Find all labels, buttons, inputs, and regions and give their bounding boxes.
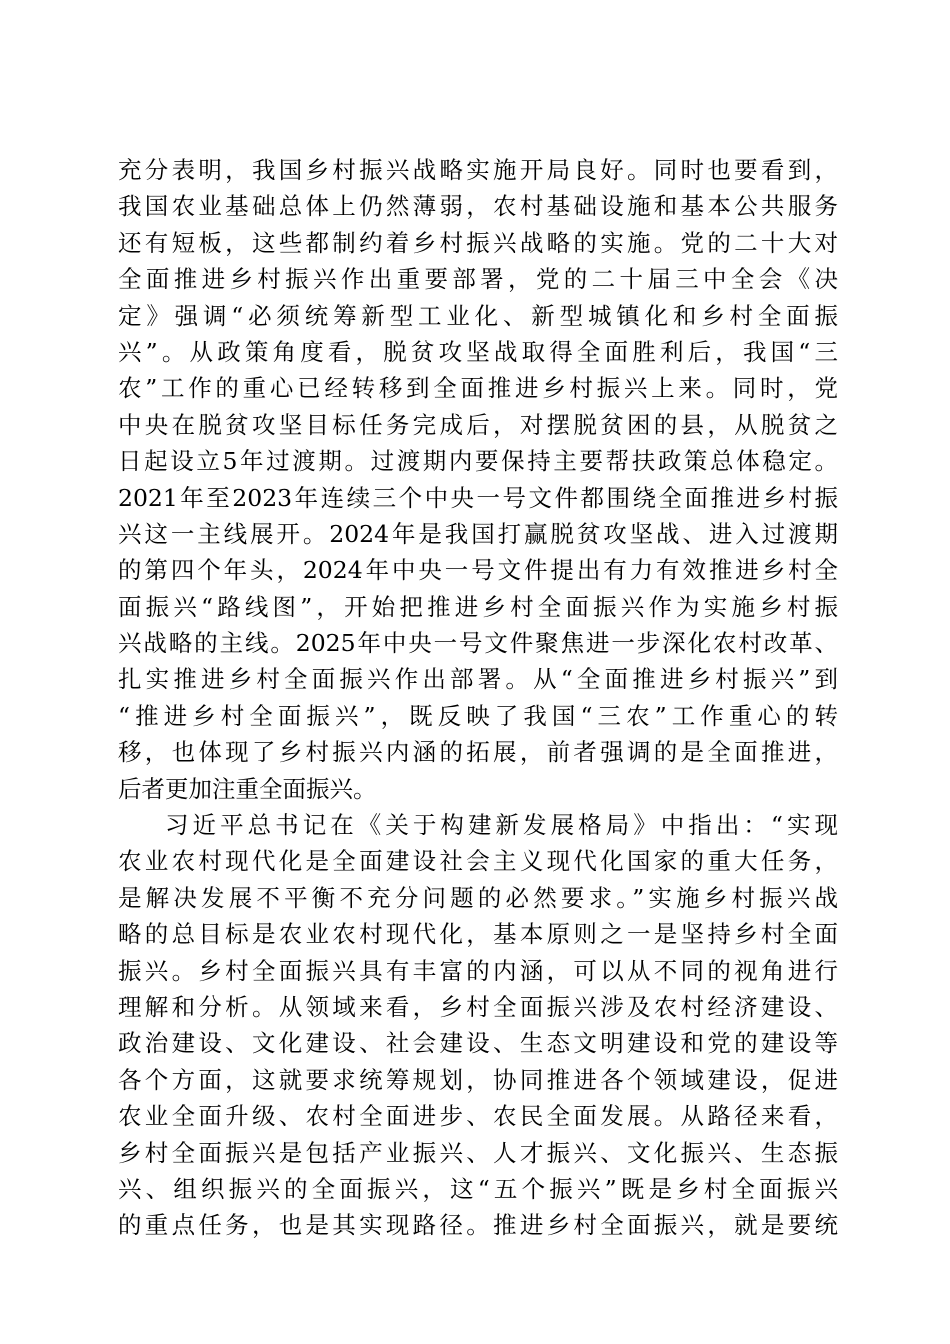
text-line: 各个方面，这就要求统筹规划，协同推进各个领域建设，促进: [118, 1065, 838, 1094]
text-line: 略的总目标是农业农村现代化，基本原则之一是坚持乡村全面: [118, 920, 838, 949]
text-line: 的第四个年头，2024年中央一号文件提出有力有效推进乡村全: [118, 556, 838, 585]
text-line: 日起设立5年过渡期。过渡期内要保持主要帮扶政策总体稳定。: [118, 447, 838, 476]
body-text: [118, 152, 838, 1244]
text-line: 兴”。从政策角度看，脱贫攻坚战取得全面胜利后，我国“三: [118, 337, 838, 366]
text-line: “推进乡村全面振兴”，既反映了我国“三农”工作重心的转: [118, 701, 838, 730]
text-line: 农业农村现代化是全面建设社会主义现代化国家的重大任务，: [118, 847, 838, 876]
text-line: 乡村全面振兴是包括产业振兴、人才振兴、文化振兴、生态振: [118, 1138, 838, 1167]
text-line: 的重点任务，也是其实现路径。推进乡村全面振兴，就是要统: [118, 1211, 838, 1240]
text-line: 扎实推进乡村全面振兴作出部署。从“全面推进乡村振兴”到: [118, 665, 838, 694]
text-line: 农业全面升级、农村全面进步、农民全面发展。从路径来看，: [118, 1102, 838, 1131]
text-line: 兴这一主线展开。2024年是我国打赢脱贫攻坚战、进入过渡期: [118, 519, 838, 548]
text-line: 2021年至2023年连续三个中央一号文件都围绕全面推进乡村振: [118, 483, 838, 512]
text-line: 是解决发展不平衡不充分问题的必然要求。”实施乡村振兴战: [118, 883, 838, 912]
text-line: 还有短板，这些都制约着乡村振兴战略的实施。党的二十大对: [118, 228, 838, 257]
text-line: 兴战略的主线。2025年中央一号文件聚焦进一步深化农村改革、: [118, 629, 838, 658]
text-line: 理解和分析。从领域来看，乡村全面振兴涉及农村经济建设、: [118, 992, 838, 1021]
text-line: 农”工作的重心已经转移到全面推进乡村振兴上来。同时，党: [118, 374, 838, 403]
paragraph-start-line: 习近平总书记在《关于构建新发展格局》中指出：“实现: [165, 811, 838, 840]
text-line: 中央在脱贫攻坚目标任务完成后，对摆脱贫困的县，从脱贫之: [118, 410, 838, 439]
text-line: 政治建设、文化建设、社会建设、生态文明建设和党的建设等: [118, 1029, 838, 1058]
text-line: 面振兴“路线图”，开始把推进乡村全面振兴作为实施乡村振: [118, 592, 838, 621]
text-line: 我国农业基础总体上仍然薄弱，农村基础设施和基本公共服务: [118, 192, 838, 221]
text-line: 充分表明，我国乡村振兴战略实施开局良好。同时也要看到，: [118, 156, 838, 184]
paragraph-end-line: 后者更加注重全面振兴。: [118, 774, 377, 803]
text-line: 移，也体现了乡村振兴内涵的拓展，前者强调的是全面推进，: [118, 738, 838, 767]
text-line: 振兴。乡村全面振兴具有丰富的内涵，可以从不同的视角进行: [118, 956, 838, 985]
text-line: 兴、组织振兴的全面振兴，这“五个振兴”既是乡村全面振兴: [118, 1174, 838, 1203]
text-line: 定》强调“必须统筹新型工业化、新型城镇化和乡村全面振: [118, 301, 838, 330]
text-line: 全面推进乡村振兴作出重要部署，党的二十届三中全会《决: [118, 265, 838, 294]
